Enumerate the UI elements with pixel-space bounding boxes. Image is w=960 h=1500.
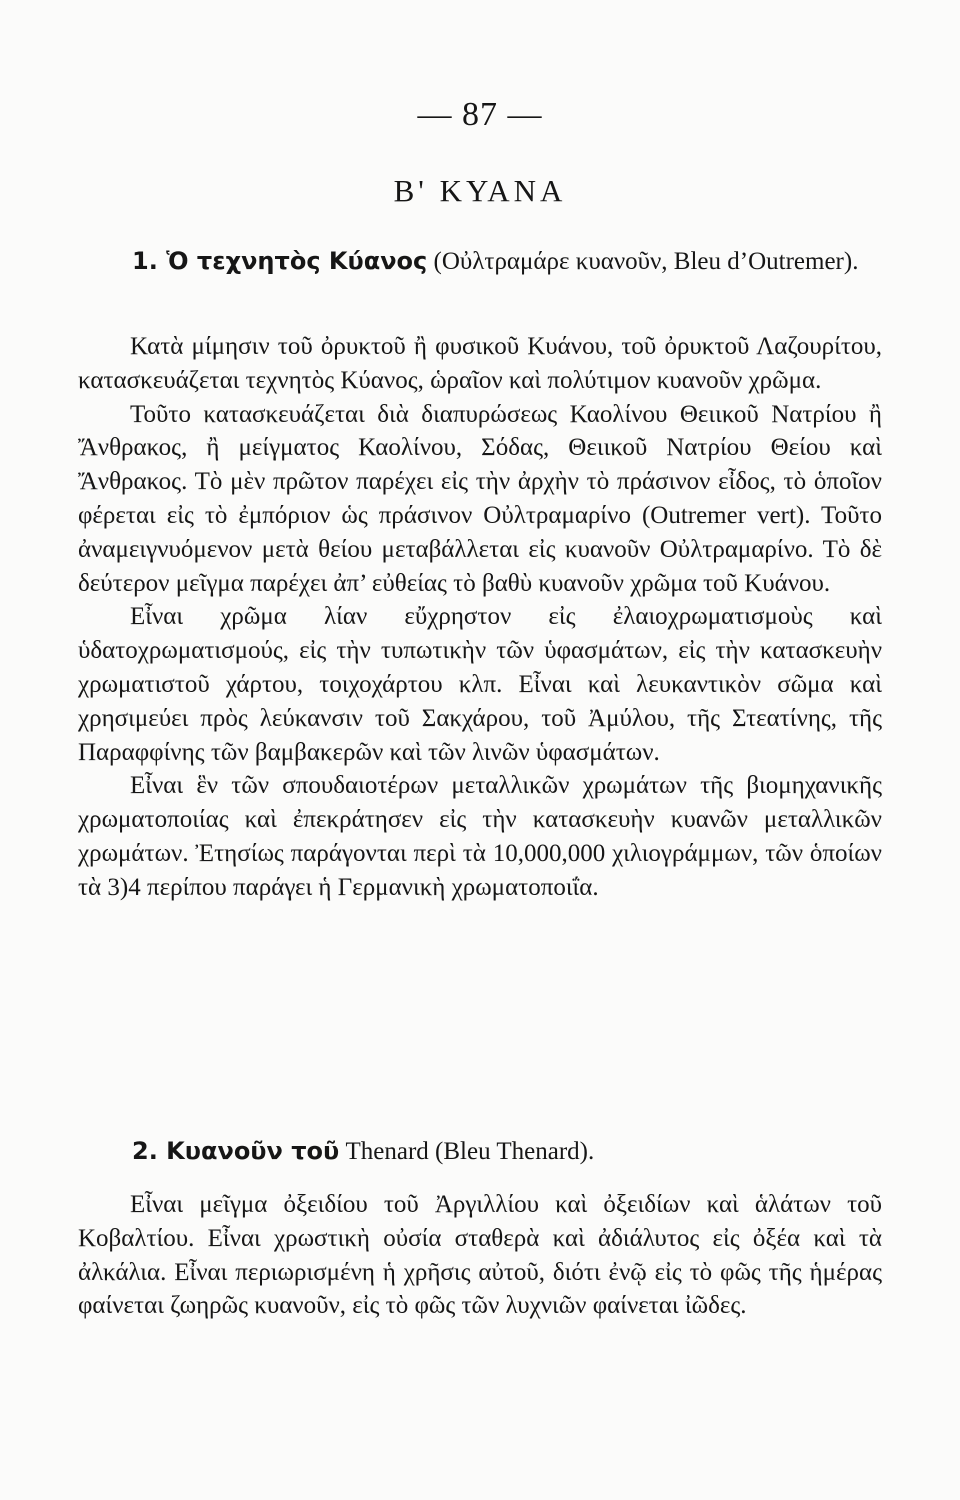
paragraph: Κατὰ μίμησιν τοῦ ὀρυκτοῦ ἢ φυσικοῦ Κυάνου, τοῦ ὀρυκτοῦ Λαζουρίτου, κατασκευάζεται τεχνητὸς Κύανος, ὡραῖον καὶ πολύτιμον κυανοῦν χρῶμα. [78,333,882,394]
section-2-heading-bold: 2. Κυανοῦν τοῦ [132,1137,340,1165]
paragraph: Τοῦτο κατασκευάζεται διὰ διαπυρώσεως Καολίνου Θειικοῦ Νατρίου ἢ Ἄνθρακος, ἢ μείγματος Καολίνου, Σόδας, Θειικοῦ Νατρίου Θείου καὶ Ἄνθρακος. Τὸ μὲν πρῶτον παρέχει εἰς τὴν ἀρχὴν τὸ πράσινον εἶδος, τὸ ὁποῖον φέρεται εἰς τὸ ἐμπόριον ὡς πράσινον Οὐλτραμαρίνο (Outremer vert). Τοῦτο ἀναμειγνυόμενον μετὰ θείου μεταβάλλεται εἰς κυανοῦν Οὐλτραμαρίνο. Τὸ δὲ δεύτερον μεῖγμα παρέχει ἀπ’ εὐθείας τὸ βαθὺ κυανοῦν χρῶμα τοῦ Κυάνου. [78,400,882,597]
paragraph: Εἶναι μεῖγμα ὀξειδίου τοῦ Ἀργιλλίου καὶ ὀξειδίων καὶ ἁλάτων τοῦ Κοβαλτίου. Εἶναι χρωστικὴ οὐσία σταθερὰ καὶ ἀδιάλυτος εἰς ὀξέα καὶ τὰ ἀλκάλια. Εἶναι περιωρισμένη ἡ χρῆσις αὐτοῦ, διότι ἐνῷ εἰς τὸ φῶς τῆς ἡμέρας φαίνεται ζωηρῶς κυανοῦν, εἰς τὸ φῶς τῶν λυχνιῶν φαίνεται ἰῶδες. [78,1191,882,1320]
section-1-body [78,330,882,905]
section-2-body [78,1188,882,1323]
paragraph: Εἶναι χρῶμα λίαν εὔχρηστον εἰς ἐλαιοχρωματισμοὺς καὶ ὑδατοχρωματισμούς, εἰς τὴν τυπωτικὴν τῶν ὑφασμάτων, εἰς τὴν κατασκευὴν χρωματιστοῦ χάρτου, τοιχοχάρτου κλπ. Εἶναι καὶ λευκαντικὸν σῶμα καὶ χρησιμεύει πρὸς λεύκανσιν τοῦ Σακχάρου, τοῦ Ἀμύλου, τῆς Στεατίνης, τῆς Παραφφίνης τῶν βαμβακερῶν καὶ τῶν λινῶν ὑφασμάτων. [78,603,882,766]
chapter-title: Β' ΚΥΑΝΑ [393,173,567,208]
section-1-heading-bold: 1. Ὁ τεχνητὸς Κύανος [132,247,428,275]
section-1-heading [132,245,892,279]
paragraph: Εἶναι ἓν τῶν σπουδαιοτέρων μεταλλικῶν χρωμάτων τῆς βιομηχανικῆς χρωματοποιίας καὶ ἐπεκράτησεν εἰς τὴν κατασκευὴν κυανῶν μεταλλικῶν χρωμάτων. Ἐτησίως παράγονται περὶ τὰ 10,000,000 χιλιογράμμων, τῶν ὁποίων τὰ 3)4 περίπου παράγει ἡ Γερμανικὴ χρωματοποιΐα. [78,772,882,901]
section-2-heading-rest: Thenard (Bleu Thenard). [345,1138,595,1165]
section-2-heading [132,1135,892,1169]
section-1-heading-rest: (Οὐλτραμάρε κυανοῦν, Bleu d’Outremer). [433,248,859,275]
page-number: — 87 — [417,96,543,133]
